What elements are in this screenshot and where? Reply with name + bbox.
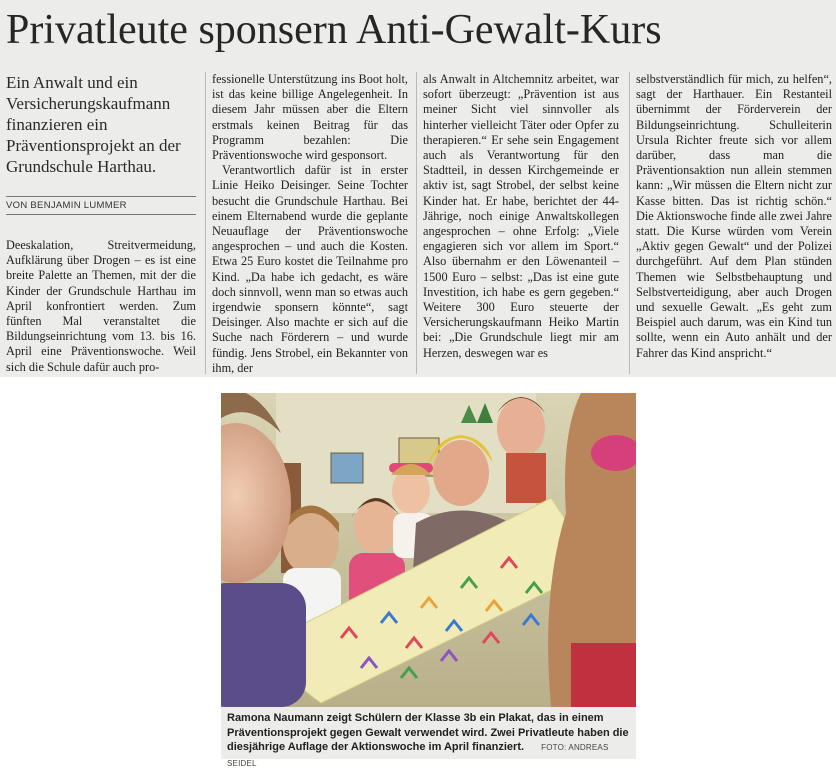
- article-headline: Privatleute sponsern Anti-Gewalt-Kurs: [6, 7, 662, 53]
- paragraph: Deeskalation, Streitvermeidung, Aufklärung über Drogen – es ist eine breite Palette an Themen, mit der die Kinder der Grundschule Harthau im April konfrontiert werden. Zum fünften Mal veranstaltet die Bildungseinrichtung vom 13. bis 16. April eine Präventionswoche. Weil sich die Schule dafür auch pro-: [6, 238, 196, 374]
- paragraph: fessionelle Unterstützung ins Boot holt, ist das keine billige Angelegenheit. In diesem Jahr müssen aber die Eltern erstmals keinen Beitrag für das Programm bezahlen: Die Präventionswoche wird gesponsort.: [212, 72, 408, 163]
- article-column-1: [6, 238, 196, 375]
- paragraph: Verantwortlich dafür ist in erster Linie Heiko Deisinger. Seine Tochter besucht die Grundschule Harthau. Bei einem Elternabend wurde die geplante Neuauflage der Präventionswoche angesprochen – und auch die Kosten. Etwa 25 Euro kostet die Teilnahme pro Kind. „Da habe ich gedacht, es wäre doch sinnvoll, wenn man so etwas auch irgendwie sponsern könnte“, sagt Deisinger. Also machte er sich auf die Suche nach Förderern – und wurde fündig. Jens Strobel, ein Bekannter von ihm, der: [212, 163, 408, 375]
- article-author: VON BENJAMIN LUMMER: [6, 196, 196, 215]
- classroom-photo-illustration: [221, 393, 636, 707]
- article-column-3: [423, 72, 619, 361]
- column-divider: [416, 72, 417, 374]
- newspaper-clipping: [0, 0, 836, 377]
- photo-clipping: [221, 393, 636, 768]
- article-column-2: [212, 72, 408, 376]
- photo-caption: [227, 711, 631, 771]
- column-divider: [629, 72, 630, 374]
- column-divider: [205, 72, 206, 374]
- photo-credit: FOTO: ANDREAS SEIDEL: [227, 743, 609, 768]
- article-photo: [221, 393, 636, 707]
- article-column-4: [636, 72, 832, 361]
- caption-text: Ramona Naumann zeigt Schülern der Klasse 3b ein Plakat, das in einem Präventionsprojekt gegen Gewalt verwendet wird. Zwei Privatleute haben die diesjährige Auflage der Aktionswoche im April finanziert.: [227, 712, 629, 753]
- paragraph: selbstverständlich für mich, zu helfen“, sagt der Harthauer. Ein Restanteil übernimmt der Förderverein der Bildungseinrichtung. Schulleiterin Ursula Richter freute sich vor allem darüber, dass man die Präventionsaktion nun allein stemmen kann: „Wir müssen die Eltern nicht zur Kasse bitten. Das ist richtig schön.“ Die Aktionswoche finde alle zwei Jahre statt. Die Kurse würden vom Verein „Aktiv gegen Gewalt“ und der Polizei durchgeführt. Auf dem Plan stünden Themen wie Selbstbehauptung und Selbstverteidigung, aber auch Drogen und sexuelle Gewalt. „Es geht zum Beispiel auch darum, was ein Kind tun sollte, wenn ein Auto anhält und der Fahrer das Kind anspricht.“: [636, 72, 832, 360]
- paragraph: als Anwalt in Altchemnitz arbeitet, war sofort überzeugt: „Prävention ist aus meiner Sicht viel sinnvoller als hinterher vielleicht Täter oder Opfer zu therapieren.“ Er sehe sein Engagement auch als Verantwortung für den Stadtteil, in dessen Kirchgemeinde er aktiv ist, sagt Strobel, der selbst keine Kinder hat. Er habe, berichtet der 44-Jährige, noch einige Anwaltskollegen angesprochen – ohne Erfolg: „Viele engagieren sich vor allem im Sport.“ Also übernahm er den Löwenanteil – 1500 Euro – selbst: „Das ist eine gute Investition, ich habe es gern gegeben.“ Weitere 300 Euro steuerte der Versicherungskaufmann Heiko Martin bei: „Die Grundschule liegt mir am Herzen, deswegen war es: [423, 72, 619, 360]
- article-lead: Ein Anwalt und ein Versicherungskaufmann finanzieren ein Präventionsprojekt an der Grundschule Harthau.: [6, 73, 181, 176]
